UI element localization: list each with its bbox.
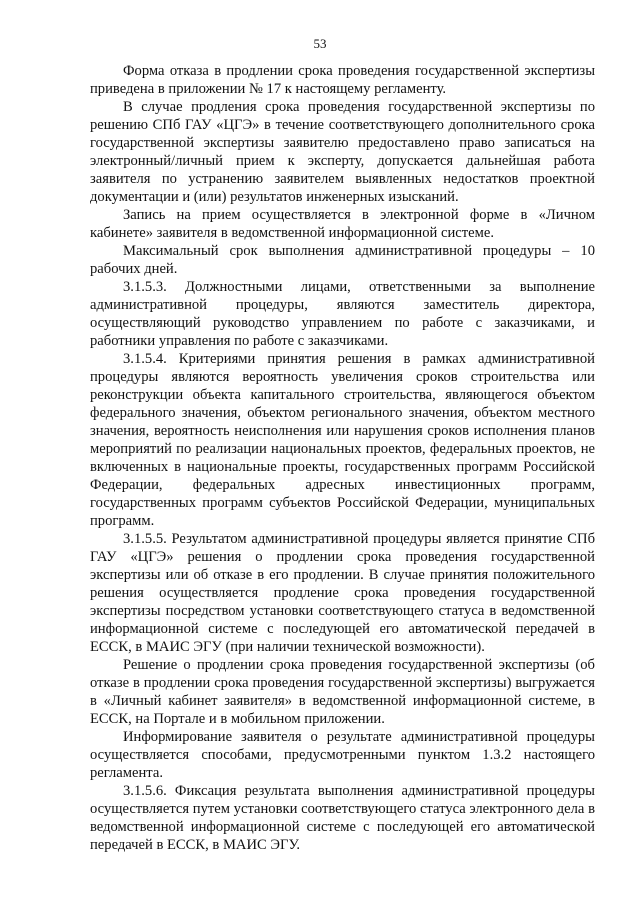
paragraph-decision-upload: Решение о продлении срока проведения государственной экспертизы (об отказе в продлении срока проведения государственной экспертизы) выгружается в «Личный кабинет заявителя» в ведомственной информационной системе, в ЕССК, на Портале и в мобильном приложении. xyxy=(90,657,595,727)
paragraph-3-1-5-3: 3.1.5.3. Должностными лицами, ответственными за выполнение административной процедуры, являются заместитель директора, осуществляющий руководство управлением по работе с заказчиками, и работники управления по работе с заказчиками. xyxy=(90,279,595,349)
document-body xyxy=(90,62,595,854)
paragraph-appointment-booking: Запись на прием осуществляется в электронной форме в «Личном кабинете» заявителя в ведомственной информационной системе. xyxy=(90,207,595,241)
page-number: 53 xyxy=(313,36,327,51)
paragraph-applicant-notification: Информирование заявителя о результате административной процедуры осуществляется способами, предусмотренными пунктом 1.3.2 настоящего регламента. xyxy=(90,729,595,781)
paragraph-3-1-5-4: 3.1.5.4. Критериями принятия решения в рамках административной процедуры являются вероятность увеличения сроков строительства или реконструкции объекта капитального строительства, являющегося объектом федерального значения, объектом регионального значения, объектом местного значения, вероятность неисполнения или нарушения сроков исполнения планов мероприятий по реализации национальных проектов, федеральных проектов, не включенных в национальные проекты, государственных программ Российской Федерации, федеральных адресных инвестиционных программ, государственных программ субъектов Российской Федерации, муниципальных программ. xyxy=(90,351,595,529)
paragraph-3-1-5-5: 3.1.5.5. Результатом административной процедуры является принятие СПб ГАУ «ЦГЭ» решения о продлении срока проведения государственной экспертизы или об отказе в его продлении. В случае принятия положительного решения осуществляется продление срока проведения государственной экспертизы посредством установки соответствующего статуса в ведомственной информационной системе с последующей его автоматической передачей в ЕССК, в МАИС ЭГУ (при наличии технической возможности). xyxy=(90,531,595,655)
paragraph-3-1-5-6: 3.1.5.6. Фиксация результата выполнения административной процедуры осуществляется путем установки соответствующего статуса электронного дела в ведомственной информационной системе с последующей его автоматической передачей в ЕССК, в МАИС ЭГУ. xyxy=(90,783,595,853)
paragraph-max-duration: Максимальный срок выполнения административной процедуры – 10 рабочих дней. xyxy=(90,243,595,277)
paragraph-refusal-form: Форма отказа в продлении срока проведения государственной экспертизы приведена в приложении № 17 к настоящему регламенту. xyxy=(90,63,595,97)
paragraph-extension-appointment: В случае продления срока проведения государственной экспертизы по решению СПб ГАУ «ЦГЭ» в течение соответствующего дополнительного срока государственной экспертизы заявителю предоставлено право записаться на электронный/личный прием к эксперту, допускается дальнейшая работа заявителя по устранению заявителем выявленных недостатков проектной документации и (или) результатов инженерных изысканий. xyxy=(90,99,595,205)
